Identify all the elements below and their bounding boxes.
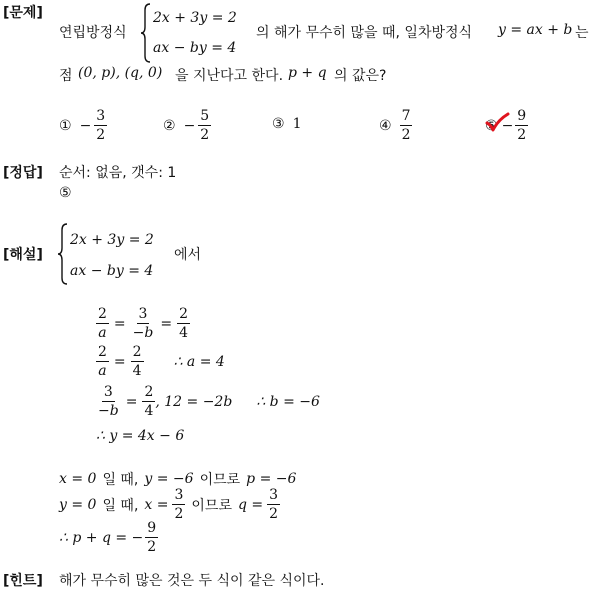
explanation-p-line: x = 0 일 때, y = −6 이므로 p = −6: [59, 471, 297, 488]
choice-1-mark: ①: [59, 117, 72, 134]
explanation-tag: [해설]: [3, 247, 43, 263]
explanation-q-line: y = 0 일 때, x = $\frac{3}{2}$ 이므로 q = $\frac{3}{2}$: [59, 487, 279, 522]
explanation-suffix: 에서: [174, 247, 202, 263]
explanation-line-1: $\frac{2}{a}$ = $\frac{3}{-b}$ = $\frac{2}{4}$: [98, 306, 189, 341]
choice-2[interactable]: [163, 108, 211, 143]
problem-tag: [문제]: [3, 5, 43, 21]
explanation-line-3: $\frac{3}{-b}$ = $\frac{2}{4}$ , 12 = −2b ∴ b = −6: [98, 384, 320, 419]
choice-5-mark: ⑤: [485, 117, 498, 134]
problem-eq1: 2x + 3y = 2: [153, 10, 237, 26]
choice-2-fraction: $\frac{5}{2}$: [200, 108, 210, 143]
problem-text1: 의 해가 무수히 많을 때, 일차방정식: [256, 25, 473, 41]
problem-points: (0, p), (q, 0): [78, 65, 163, 81]
choice-4[interactable]: [379, 108, 412, 143]
choice-1-sign: −: [79, 117, 92, 134]
problem-expr: p + q: [288, 65, 327, 81]
explanation-brace: [57, 222, 69, 286]
choice-4-mark: ④: [379, 117, 392, 134]
fraction: $\frac{2}{4}$: [144, 384, 154, 419]
explanation-sum-line: ∴ p + q = − $\frac{9}{2}$: [59, 520, 157, 555]
explanation-eq2: ax − by = 4: [70, 263, 154, 279]
choice-1[interactable]: [59, 108, 107, 143]
problem-text2-a: 점: [59, 68, 73, 84]
hint-text: 해가 무수히 많은 것은 두 식이 같은 식이다.: [59, 573, 325, 589]
checkmark-icon: [484, 112, 510, 134]
choice-3[interactable]: [272, 116, 301, 132]
fraction: $\frac{2}{a}$: [98, 306, 107, 341]
answer-info: 순서: 없음, 갯수: 1: [59, 165, 177, 181]
fraction: $\frac{2}{4}$: [179, 306, 189, 341]
fraction: $\frac{2}{a}$: [98, 344, 107, 379]
choice-1-fraction: $\frac{3}{2}$: [96, 108, 106, 143]
choice-5-fraction: $\frac{9}{2}$: [517, 108, 527, 143]
explanation-eq1: 2x + 3y = 2: [70, 232, 154, 248]
choice-5-sign: −: [501, 117, 514, 134]
problem-brace: [140, 2, 152, 64]
problem-text1-end: 는: [575, 25, 589, 41]
explanation-line-4: ∴ y = 4x − 6: [96, 428, 185, 444]
problem-text2-c: 의 값은?: [334, 68, 387, 84]
choice-2-mark: ②: [163, 117, 176, 134]
explanation-line-2: $\frac{2}{a}$ = $\frac{2}{4}$ ∴ a = 4: [98, 344, 225, 379]
problem-intro: 연립방정식: [59, 25, 127, 41]
fraction: $\frac{3}{2}$: [174, 487, 184, 522]
choice-2-sign: −: [183, 117, 196, 134]
fraction: $\frac{9}{2}$: [147, 520, 157, 555]
fraction: $\frac{3}{-b}$: [132, 306, 154, 341]
hint-tag: [힌트]: [3, 573, 43, 589]
problem-line-eq: y = ax + b: [498, 22, 573, 38]
choice-3-mark: ③: [272, 116, 285, 132]
fraction: $\frac{3}{-b}$: [98, 384, 119, 419]
choice-3-value: 1: [292, 116, 302, 132]
fraction: $\frac{2}{4}$: [132, 344, 142, 379]
problem-text2-b: 을 지난다고 한다.: [175, 68, 284, 84]
fraction: $\frac{3}{2}$: [269, 487, 279, 522]
answer-mark: ⑤: [59, 185, 72, 201]
problem-eq2: ax − by = 4: [153, 40, 237, 56]
answer-tag: [정답]: [3, 165, 43, 181]
choice-4-fraction: $\frac{7}{2}$: [401, 108, 411, 143]
